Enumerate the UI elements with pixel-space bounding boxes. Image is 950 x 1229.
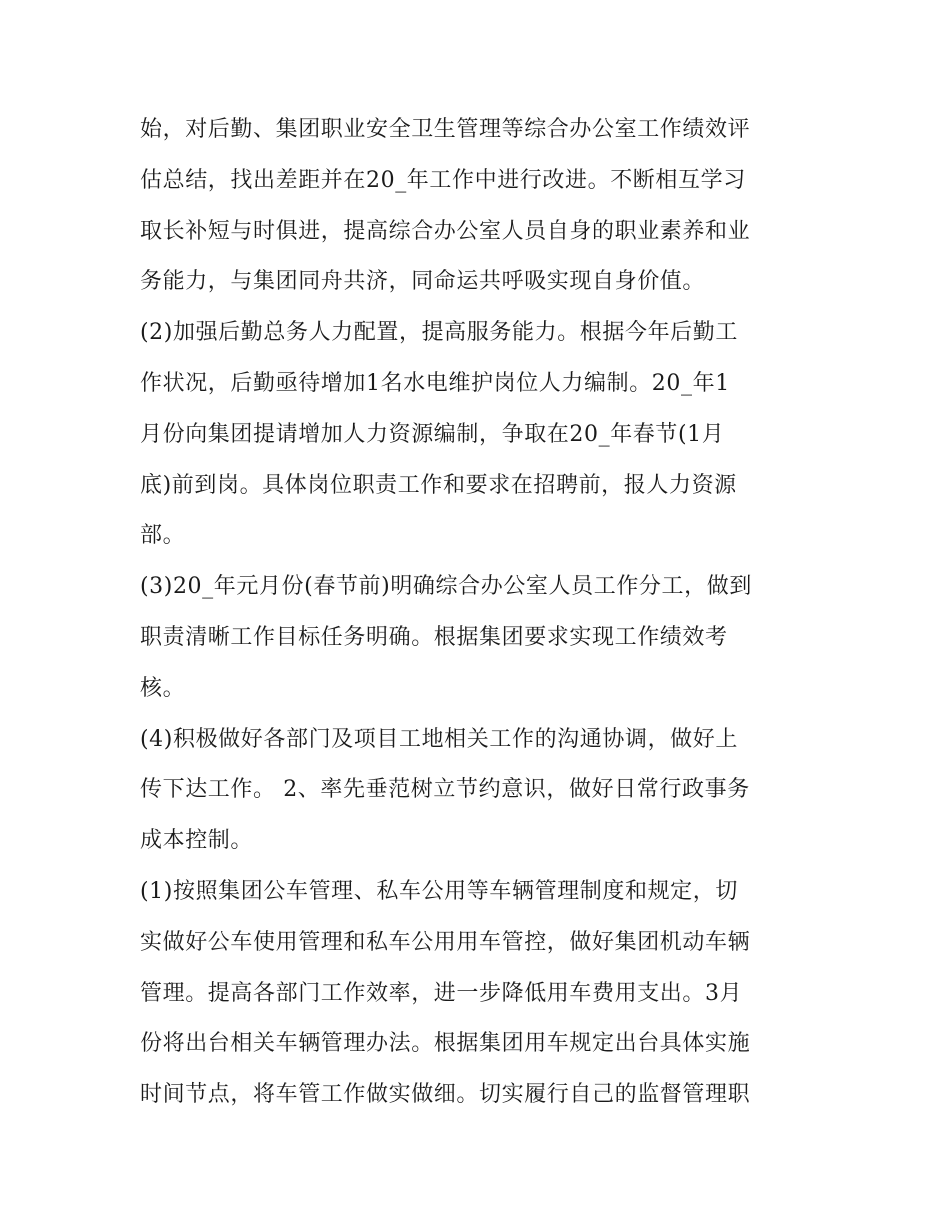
text-line: 时间节点，将车管工作做实做细。切实履行自己的监督管理职 [140,1082,751,1108]
text-line: 取长补短与时俱进，提高综合办公室人员自身的职业素养和业 [140,218,751,244]
text-line: 管理。提高各部门工作效率，进一步降低用车费用支出。3月 [140,980,743,1006]
text-line: 实做好公车使用管理和私车公用用车管控，做好集团机动车辆 [140,929,751,955]
text-line: 份将出台相关车辆管理办法。根据集团用车规定出台具体实施 [140,1031,751,1057]
text-line: 估总结，找出差距并在20_年工作中进行改进。不断相互学习 [140,167,746,193]
text-line: (4)积极做好各部门及项目工地相关工作的沟通协调，做好上 [140,726,738,752]
text-line: 成本控制。 [140,828,254,854]
text-line: (1)按照集团公车管理、私车公用等车辆管理制度和规定，切 [140,878,738,904]
text-line: 底)前到岗。具体岗位职责工作和要求在招聘前，报人力资源 [140,472,737,498]
text-line: 作状况，后勤亟待增加1名水电维护岗位人力编制。20_年1 [140,370,730,396]
text-line: (3)20_年元月份(春节前)明确综合办公室人员工作分工，做到 [140,574,752,600]
body-text [140,105,830,1121]
text-line: 部。 [140,523,186,549]
text-line: 始，对后勤、集团职业安全卫生管理等综合办公室工作绩效评 [140,117,751,142]
text-line: 职责清晰工作目标任务明确。根据集团要求实现工作绩效考 [140,624,728,650]
text-line: 核。 [140,675,186,701]
text-line: 月份向集团提请增加人力资源编制，争取在20_年春节(1月 [140,421,725,447]
text-line: 传下达工作。 2、率先垂范树立节约意识，做好日常行政事务 [140,777,750,803]
text-line: 务能力，与集团同舟共济，同命运共呼吸实现自身价值。 [140,269,706,295]
text-line: (2)加强后勤总务人力配置，提高服务能力。根据今年后勤工 [140,320,738,346]
